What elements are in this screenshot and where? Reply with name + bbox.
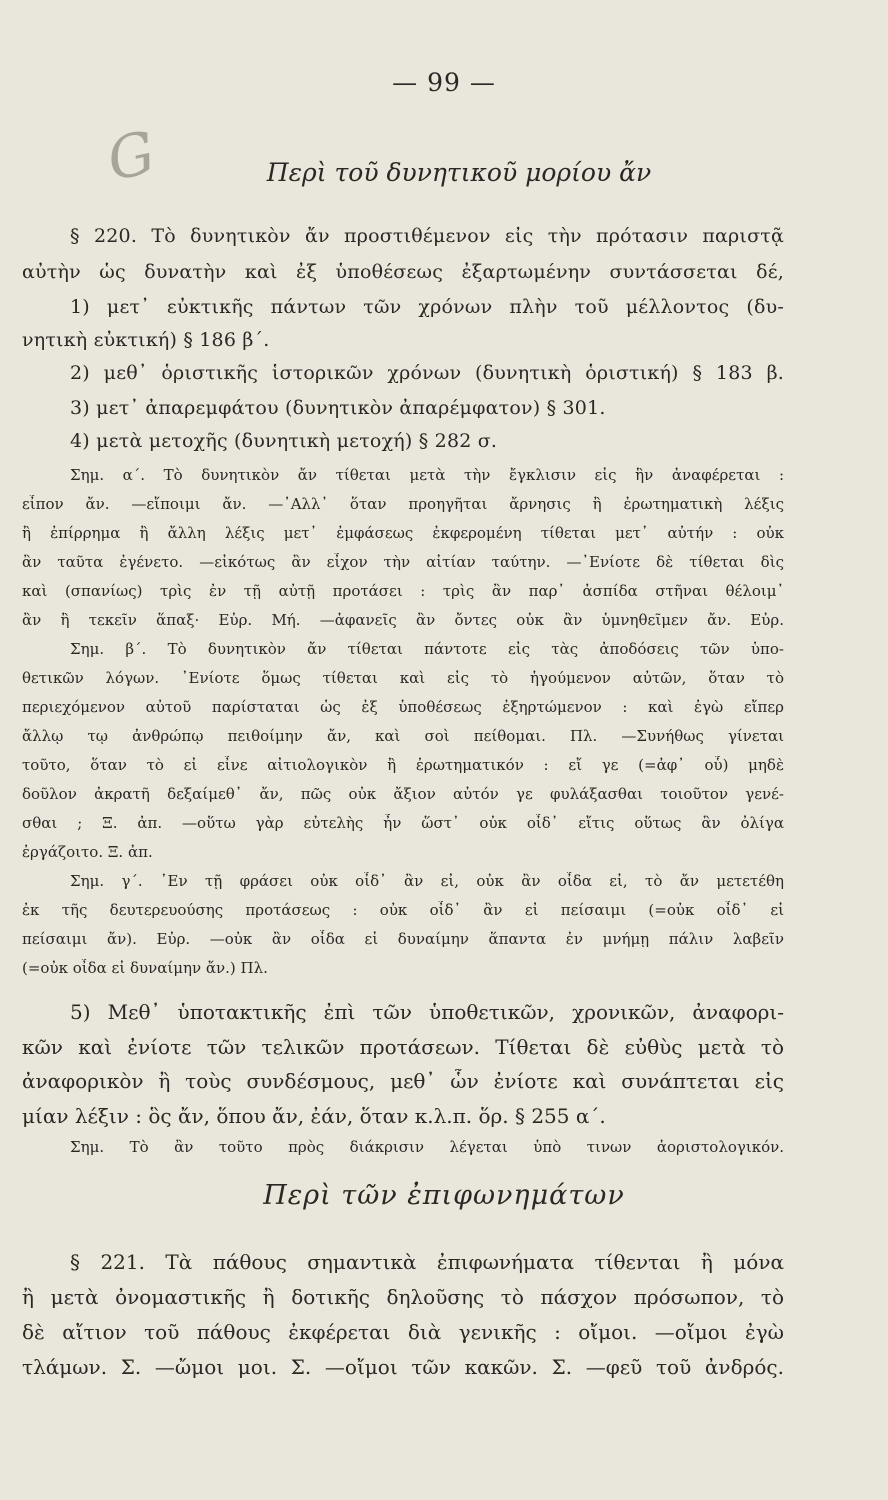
section-heading: Περὶ τοῦ δυνητικοῦ μορίου ἄν xyxy=(266,158,652,187)
note-line: ἐκ τῆς δευτερευούσης προτάσεως : οὐκ οἶδ᾽ ἂν εἰ πείσαιμι (=οὐκ οἶδ᾽ εἰ xyxy=(22,901,784,919)
note-line: Σημ. Τὸ ἂν τοῦτο πρὸς διάκρισιν λέγεται ὑπὸ τινων ἀοριστολογικόν. xyxy=(70,1138,784,1156)
text-line: 3) μετ᾽ ἀπαρεμφάτου (δυνητικὸν ἀπαρέμφατον) § 301. xyxy=(70,397,606,419)
note-line: σθαι ; Ξ. ἀπ. —οὕτω γὰρ εὐτελὴς ἦν ὥστ᾽ οὐκ οἶδ᾽ εἴτις οὕτως ἂν ὀλίγα xyxy=(22,814,784,832)
note-line: τοῦτο, ὅταν τὸ εἰ εἶνε αἰτιολογικὸν ἢ ἐρωτηματικόν : εἴ γε (=ἀφ᾽ οὗ) μηδὲ xyxy=(22,756,784,774)
section-heading: Περὶ τῶν ἐπιφωνημάτων xyxy=(263,1180,625,1211)
text-line: 2) μεθ᾽ ὁριστικῆς ἱστορικῶν χρόνων (δυνητικὴ ὁριστική) § 183 β. xyxy=(70,362,784,384)
text-line: 4) μετὰ μετοχῆς (δυνητικὴ μετοχή) § 282 σ. xyxy=(70,430,498,452)
text-line: 5) Μεθ᾽ ὑποτακτικῆς ἐπὶ τῶν ὑποθετικῶν, χρονικῶν, ἀναφορι- xyxy=(70,1000,784,1024)
note-line: εἶπον ἄν. —εἴποιμι ἄν. —᾽Αλλ᾽ ὅταν προηγῆται ἄρνησις ἢ ἐρωτηματικὴ λέξις xyxy=(22,495,784,513)
text-line: § 221. Τὰ πάθους σημαντικὰ ἐπιφωνήματα τίθενται ἢ μόνα xyxy=(70,1250,784,1274)
text-line: τλάμων. Σ. —ὤμοι μοι. Σ. —οἴμοι τῶν κακῶν. Σ. —φεῦ τοῦ ἀνδρός. xyxy=(22,1355,784,1379)
note-line: Σημ. γ΄. ᾽Εν τῇ φράσει οὐκ οἶδ᾽ ἂν εἰ, οὐκ ἂν οἶδα εἰ, τὸ ἄν μετετέθη xyxy=(70,872,784,890)
text-line: κῶν καὶ ἐνίοτε τῶν τελικῶν προτάσεων. Τίθεται δὲ εὐθὺς μετὰ τὸ xyxy=(22,1035,784,1059)
text-line: νητικὴ εὐκτική) § 186 β΄. xyxy=(22,329,270,351)
text-line: ἢ μετὰ ὀνομαστικῆς ἢ δοτικῆς δηλοῦσης τὸ πάσχον πρόσωπον, τὸ xyxy=(22,1285,784,1309)
note-line: περιεχόμενον αὐτοῦ παρίσταται ὡς ἐξ ὑποθέσεως ἐξηρτώμενον : καὶ ἐγὼ εἴπερ xyxy=(22,698,784,716)
text-line: μίαν λέξιν : ὃς ἄν, ὅπου ἄν, ἐάν, ὅταν κ.λ.π. ὅρ. § 255 α΄. xyxy=(22,1104,606,1128)
note-line: ἂν ταῦτα ἐγένετο. —εἰκότως ἂν εἶχον τὴν αἰτίαν ταύτην. —᾽Ενίοτε δὲ τίθεται δὶς xyxy=(22,553,784,571)
text-line: αὐτὴν ὡς δυνατὴν καὶ ἐξ ὑποθέσεως ἐξαρτωμένην συντάσσεται δέ, xyxy=(22,261,784,283)
note-line: καὶ (σπανίως) τρὶς ἐν τῇ αὐτῇ προτάσει : τρὶς ἂν παρ᾽ ἀσπίδα στῆναι θέλοιμ᾽ xyxy=(22,582,784,600)
note-line: θετικῶν λόγων. ᾽Ενίοτε ὅμως τίθεται καὶ εἰς τὸ ἡγούμενον αὐτῶν, ὅταν τὸ xyxy=(22,669,784,687)
note-line: δοῦλον ἀκρατῆ δεξαίμεθ᾽ ἄν, πῶς οὐκ ἄξιον αὐτόν γε φυλάξασθαι τοιοῦτον γενέ- xyxy=(22,785,784,803)
note-line: ἐργάζοιτο. Ξ. ἀπ. xyxy=(22,843,153,861)
text-line: δὲ αἴτιον τοῦ πάθους ἐκφέρεται διὰ γενικῆς : οἴμοι. —οἴμοι ἐγὼ xyxy=(22,1320,784,1344)
note-line: Σημ. β΄. Τὸ δυνητικὸν ἄν τίθεται πάντοτε εἰς τὰς ἀποδόσεις τῶν ὑπο- xyxy=(70,640,784,658)
note-line: ἄλλῳ τῳ ἀνθρώπῳ πειθοίμην ἄν, καὶ σοὶ πείθομαι. Πλ. —Συνήθως γίνεται xyxy=(22,727,784,745)
text-line: 1) μετ᾽ εὐκτικῆς πάντων τῶν χρόνων πλὴν τοῦ μέλλοντος (δυ- xyxy=(70,296,784,318)
note-line: (=οὐκ οἶδα εἰ δυναίμην ἄν.) Πλ. xyxy=(22,959,268,977)
note-line: ἢ ἐπίρρημα ἢ ἄλλη λέξις μετ᾽ ἐμφάσεως ἐκφερομένη τίθεται μετ᾽ αὐτήν : οὐκ xyxy=(22,524,784,542)
note-line: ἂν ἢ τεκεῖν ἅπαξ· Εὐρ. Μή. —ἀφανεῖς ἂν ὄντες οὐκ ἂν ὑμνηθεῖμεν ἄν. Εὐρ. xyxy=(22,611,784,629)
text-line: § 220. Τὸ δυνητικὸν ἄν προστιθέμενον εἰς τὴν πρότασιν παριστᾷ xyxy=(70,225,784,247)
note-line: πείσαιμι ἄν). Εὐρ. —οὐκ ἂν οἶδα εἰ δυναίμην ἅπαντα ἐν μνήμῃ πάλιν λαβεῖν xyxy=(22,930,784,948)
text-line: ἀναφορικὸν ἢ τοὺς συνδέσμους, μεθ᾽ ὧν ἐνίοτε καὶ συνάπτεται εἰς xyxy=(22,1069,784,1093)
note-line: Σημ. α΄. Τὸ δυνητικὸν ἄν τίθεται μετὰ τὴν ἔγκλισιν εἰς ἣν ἀναφέρεται : xyxy=(70,466,784,484)
page-number: — 99 — xyxy=(392,68,496,97)
pencil-annotation: G xyxy=(101,117,161,195)
